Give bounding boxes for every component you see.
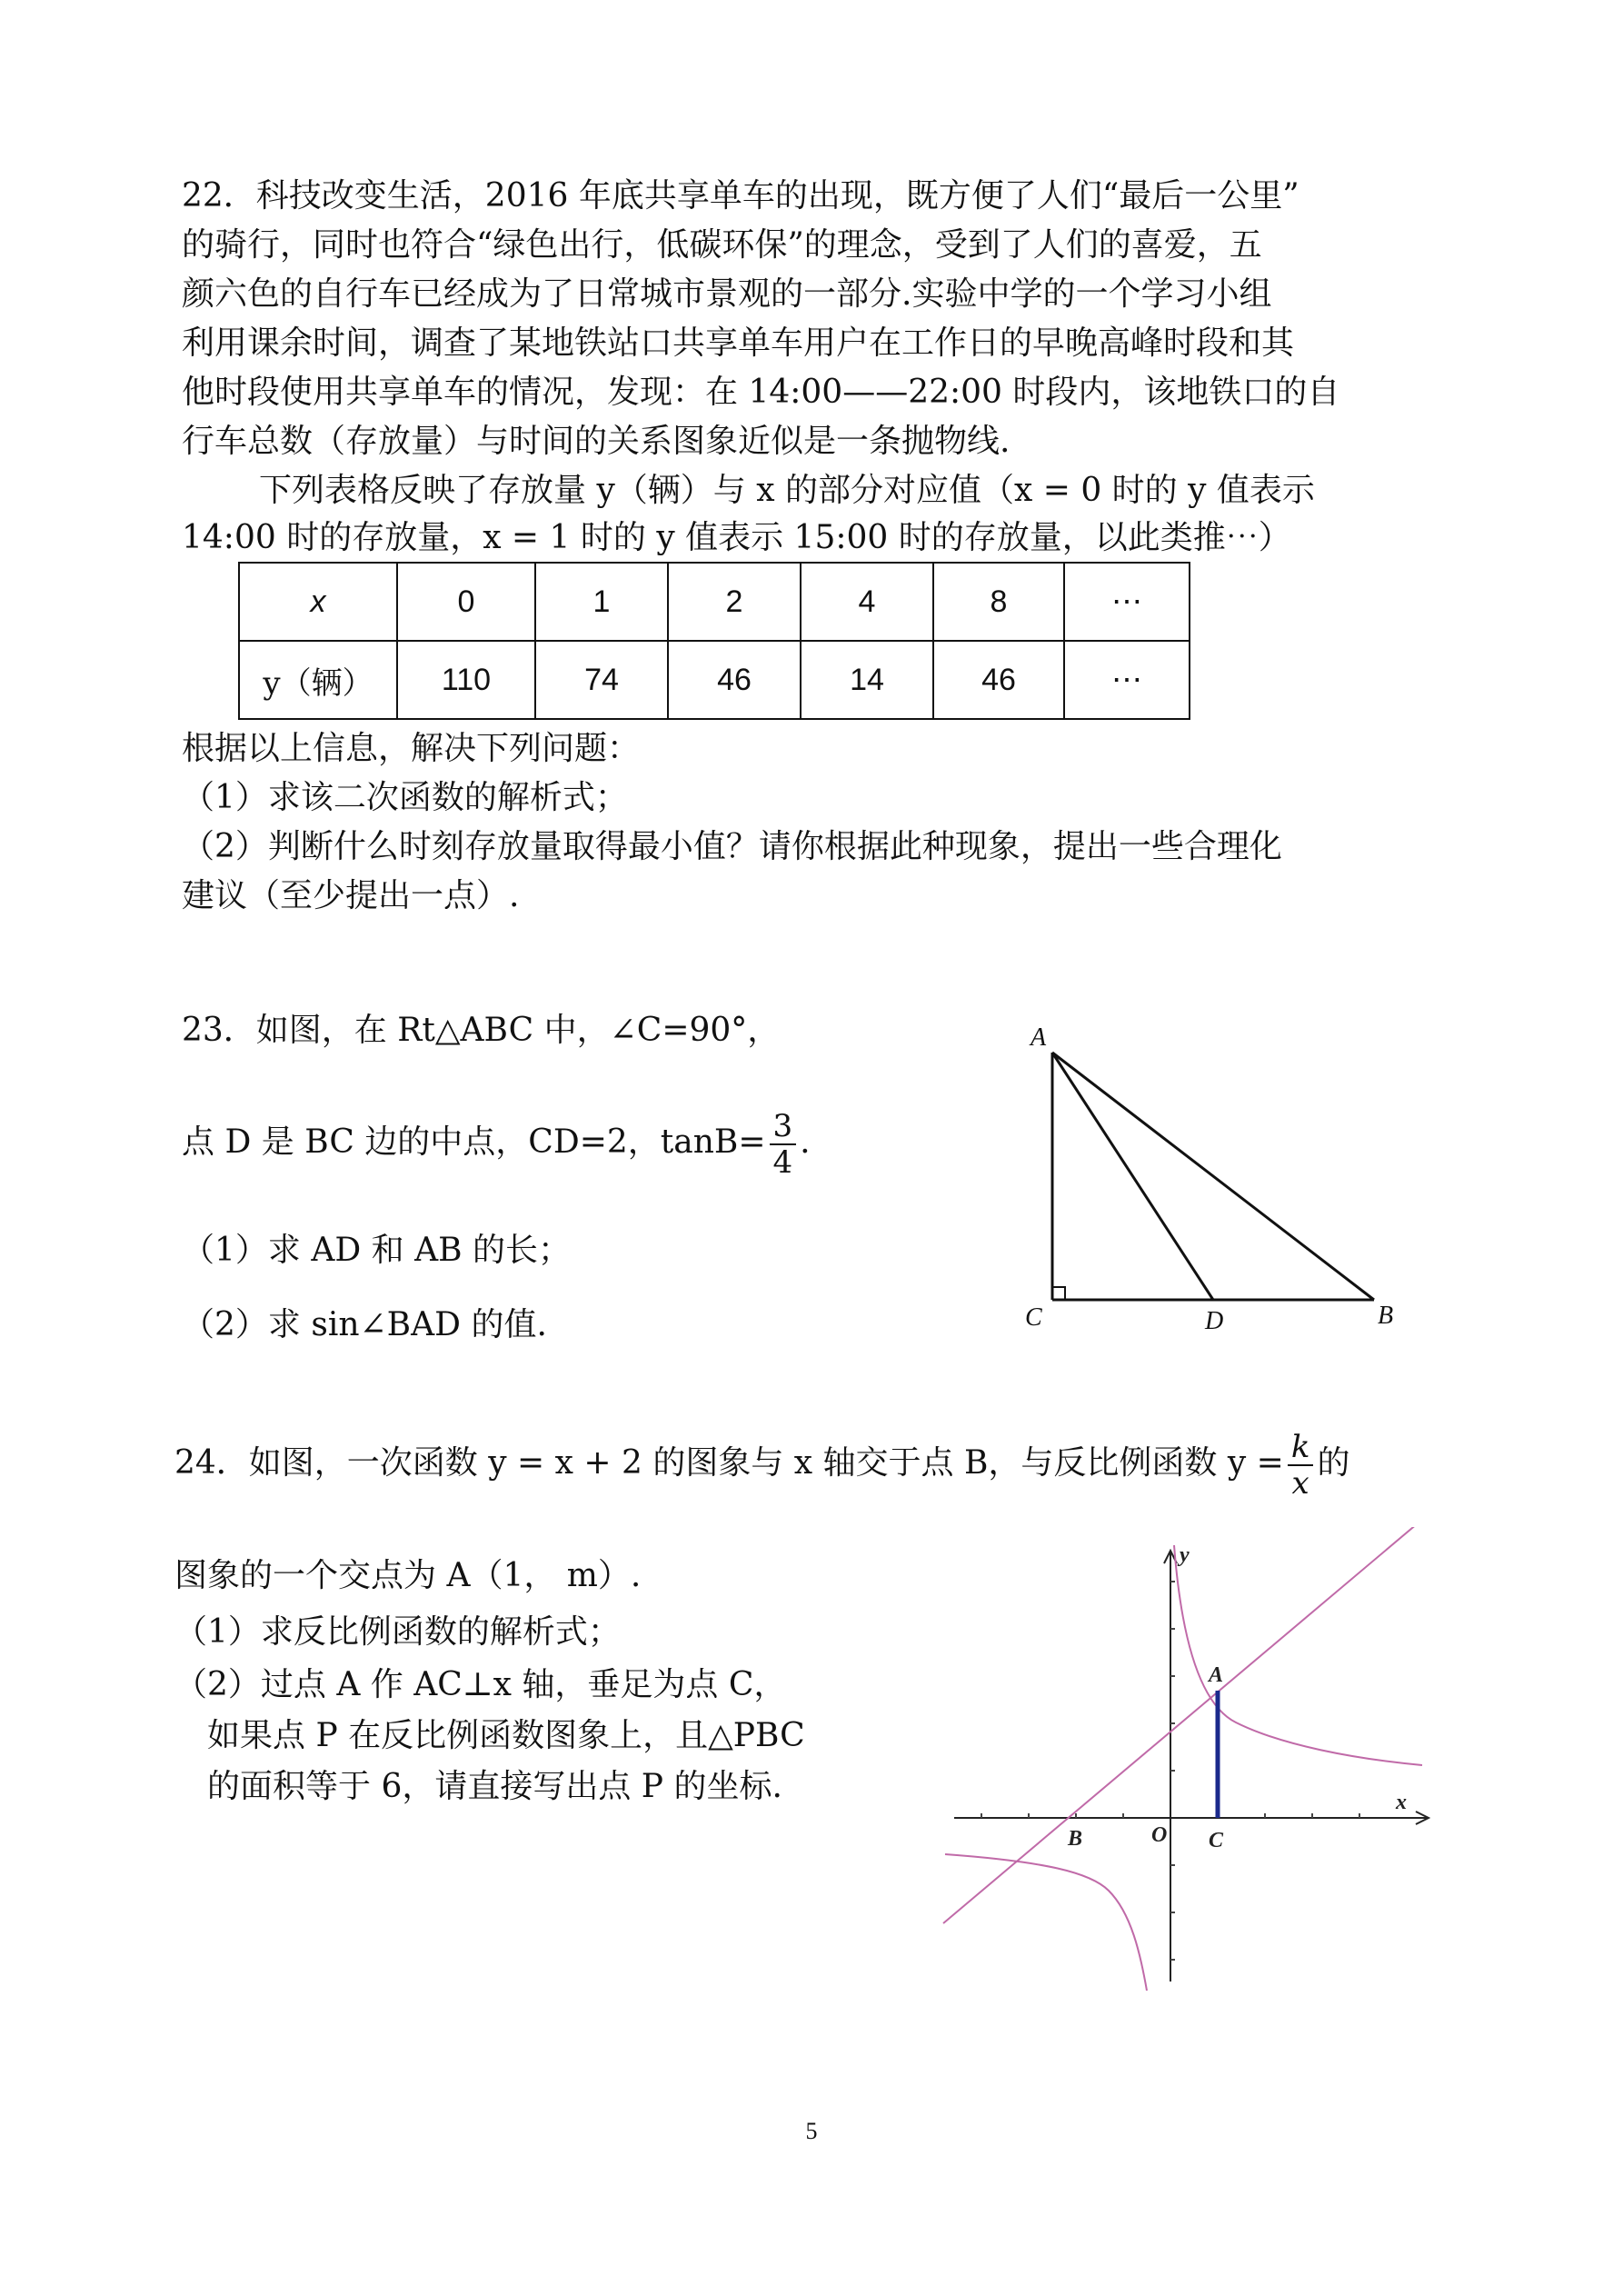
axis-label-y: y (1180, 1543, 1190, 1567)
q24-part-1: （1）求反比例函数的解析式； (174, 1613, 621, 1651)
table-row (239, 563, 1190, 641)
page-number: 5 (805, 2118, 818, 2144)
hyperbola-branch-right (1174, 1545, 1422, 1765)
value-table (238, 562, 1190, 720)
table-row (239, 641, 1190, 719)
q22-line-4: 利用课余时间，调查了某地铁站口共享单车用户在工作日的早晚高峰时段和其 (182, 324, 1295, 362)
q23-line-2-text: 点 D 是 BC 边的中点，CD=2，tanB= (182, 1123, 766, 1161)
table-cell: 74 (535, 641, 668, 719)
side-ab (1052, 1053, 1374, 1300)
q22-after-table: 根据以上信息，解决下列问题： (182, 730, 641, 767)
table-cell: 46 (933, 641, 1064, 719)
label-a: A (1031, 1023, 1047, 1052)
q23-part-1: （1）求 AD 和 AB 的长； (182, 1232, 571, 1269)
right-angle-mark (1052, 1287, 1065, 1300)
table-header-x: x (239, 563, 397, 641)
q24-line-1-text: 24．如图，一次函数 y = x + 2 的图象与 x 轴交于点 B，与反比例函数 y = (174, 1444, 1284, 1482)
point-label-b: B (1068, 1827, 1083, 1851)
q24-part-2-line-3: 的面积等于 6，请直接写出点 P 的坐标. (207, 1768, 782, 1805)
q22-intro-1: 下列表格反映了存放量 y（辆）与 x 的部分对应值（x = 0 时的 y 值表示 (259, 472, 1315, 509)
table-cell: 2 (668, 563, 801, 641)
coordinate-figure (936, 1527, 1445, 2000)
fraction-numerator: k (1288, 1430, 1314, 1466)
triangle-figure (1009, 1018, 1427, 1345)
tan-numerator: 3 (770, 1109, 797, 1145)
q22-line-6: 行车总数（存放量）与时间的关系图象近似是一条抛物线. (182, 423, 1011, 460)
q22-line-3: 颜六色的自行车已经成为了日常城市景观的一部分.实验中学的一个学习小组 (182, 275, 1272, 313)
origin-label: O (1151, 1823, 1168, 1847)
table-cell: 0 (397, 563, 535, 641)
q24-line-2: 图象的一个交点为 A（1， m）. (174, 1557, 642, 1594)
inverse-fraction (1288, 1430, 1314, 1501)
label-c: C (1025, 1303, 1042, 1332)
tan-denominator: 4 (772, 1144, 793, 1181)
label-d: D (1205, 1307, 1224, 1335)
q24-part-2-line-2: 如果点 P 在反比例函数图象上，且△PBC (207, 1717, 805, 1754)
q24-part-2-line-1: （2）过点 A 作 AC⊥x 轴，垂足为点 C， (174, 1666, 787, 1703)
q24-line-1 (174, 1418, 1349, 1509)
q22-line-2: 的骑行，同时也符合“绿色出行，低碳环保”的理念，受到了人们的喜爱，五 (182, 226, 1262, 264)
table-cell: 1 (535, 563, 668, 641)
q23-line-2 (182, 1109, 811, 1180)
q22-line-1: 22．科技改变生活，2016 年底共享单车的出现，既方便了人们“最后一公里” (182, 177, 1299, 215)
segment-ad (1052, 1053, 1213, 1300)
table-cell: 14 (801, 641, 933, 719)
q22-intro-2: 14:00 时的存放量，x = 1 时的 y 值表示 15:00 时的存放量，以此类推⋯） (182, 519, 1291, 556)
table-cell: 46 (668, 641, 801, 719)
table-cell: ⋯ (1064, 563, 1190, 641)
q23-line-1: 23．如图，在 Rt△ABC 中，∠C=90°， (182, 1012, 781, 1049)
q22-part-2-line-1: （2）判断什么时刻存放量取得最小值？请你根据此种现象，提出一些合理化 (182, 828, 1282, 865)
table-cell: 8 (933, 563, 1064, 641)
table-cell: 4 (801, 563, 933, 641)
q22-line-5: 他时段使用共享单车的情况，发现：在 14:00——22:00 时段内，该地铁口的自 (182, 374, 1340, 411)
table-cell: 110 (397, 641, 535, 719)
q22-part-1: （1）求该二次函数的解析式； (182, 779, 628, 816)
q23-part-2: （2）求 sin∠BAD 的值. (182, 1306, 547, 1343)
point-label-c: C (1209, 1829, 1224, 1852)
point-label-a: A (1209, 1663, 1224, 1687)
q24-line-1-end: 的 (1317, 1444, 1350, 1482)
axis-label-x: x (1396, 1791, 1407, 1814)
table-cell: ⋯ (1064, 641, 1190, 719)
hyperbola-branch-left (945, 1854, 1147, 1991)
table-header-y: y（辆） (239, 641, 397, 719)
fraction-denominator: x (1291, 1465, 1309, 1502)
linear-function-line (943, 1527, 1418, 1923)
q23-line-2-end: . (800, 1123, 811, 1161)
tan-fraction (770, 1109, 797, 1180)
label-b: B (1378, 1302, 1394, 1330)
q22-part-2-line-2: 建议（至少提出一点）. (182, 877, 520, 914)
